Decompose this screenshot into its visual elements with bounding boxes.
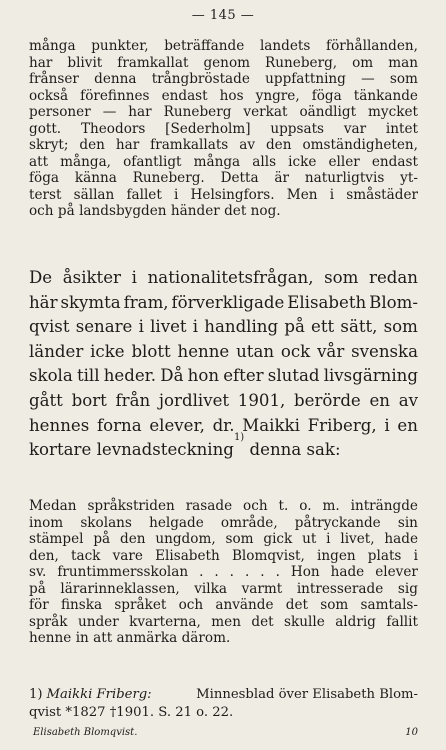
word: som [320,597,349,613]
word: endast [161,87,208,104]
word: lärarinneklassen, [60,580,180,597]
word: svenska [351,341,418,361]
word: som [225,531,254,547]
text-line [29,389,418,414]
footnote-line [29,704,418,722]
word: landets [259,38,311,54]
text-line [29,38,418,55]
word: gick [263,531,293,547]
word: på [284,317,305,337]
footnote-marker: 1) [29,687,43,702]
word: omständigheten, [302,137,418,153]
word: är [274,170,290,186]
word: känna [74,170,117,186]
word: av [239,137,256,153]
word: språket [114,597,167,613]
word: utan [236,341,275,361]
word: tänkande [353,87,418,104]
word: Hon [290,564,320,580]
word: fruntimmersskolan [57,564,189,580]
word: ut [302,531,317,547]
word: många [193,153,241,170]
word: icke [90,341,125,361]
word: den [265,137,292,153]
word: har [128,104,152,120]
word: Medan [29,498,77,514]
word: den [120,531,146,547]
word: föga [29,170,60,186]
word: för [29,597,49,613]
text-line [29,630,418,647]
word: vår [317,341,345,361]
text-line [29,88,418,105]
word: . [199,564,204,580]
word: länder [29,341,84,361]
word: slutad [267,366,320,386]
word: hade [384,531,418,547]
word: henne [177,341,230,361]
word: som [324,268,359,287]
word: var [343,120,367,137]
word: skolans [80,514,132,531]
word: jordlivet [158,390,230,410]
word: i [384,415,390,435]
word: bort [71,390,107,410]
word: i [131,268,137,287]
text-line [29,581,418,598]
footnote-text: Minnesblad över Elisabeth Blom- [196,687,418,702]
word: språkstriden [87,498,175,514]
paragraph-main [29,266,418,463]
text-line [29,315,418,340]
footnote-line [29,686,418,704]
word: Runeberg. [132,170,205,186]
word: det [285,597,308,613]
word: att [29,153,49,170]
word: gått [29,390,63,410]
word: dr. [212,415,235,435]
word: det [251,613,274,630]
word: om [352,54,374,71]
word: denna [94,71,137,87]
word: föga [311,87,342,104]
word: i [192,317,199,337]
footnote-marker: 1) [233,432,245,444]
word: henne [29,630,72,646]
word: förefinnes [80,87,150,104]
word: [Sederholm] [165,120,251,137]
word: De [29,268,53,287]
text-line [29,104,418,121]
word: använde [215,597,274,613]
word: som [383,317,418,337]
word: hennes [29,415,90,435]
word: vare [112,547,143,564]
word: skryt; [29,137,69,153]
word: därom. [181,630,231,646]
word: sin [397,514,418,531]
word: på [93,531,111,547]
word: skulle [284,613,325,630]
word: förverkligade [171,292,285,312]
word: ungdom, [155,531,216,547]
word: samtals- [360,597,418,613]
word: från [115,390,151,410]
footnote [29,686,418,722]
word: elever [375,564,418,580]
word: många [29,38,76,54]
word: Detta [220,170,259,186]
word: punkter, [91,38,149,54]
word: intresserade [296,580,384,597]
word: in [75,630,89,646]
word: handling [204,317,279,337]
text-segment: kortare levnadsteckning [29,440,234,460]
text-segment: denna sak: [249,440,341,460]
word: under [77,613,119,630]
word: naturligtvis [304,170,385,186]
word: t. [278,498,289,514]
word: helgade [149,514,204,531]
word: anmärka [116,630,178,646]
word: redan [369,268,418,287]
word: finska [60,597,103,613]
word: verkat [243,104,288,120]
word: — [361,71,375,87]
footer-sheet-number: 10 [405,727,418,738]
word: i [329,186,335,203]
text-line [29,531,418,548]
word: Men [286,186,318,203]
word: beträffande [164,38,245,54]
text-line [29,432,418,463]
text-line [29,498,418,515]
word: fallet [126,186,162,203]
text-line [29,121,418,138]
word: yngre, [255,87,300,104]
word: och [178,597,204,613]
word: i [413,547,418,564]
word: efter [223,366,264,386]
word: nog. [250,203,281,219]
word: har [115,137,140,153]
word: här [29,292,58,312]
text-line [29,187,418,204]
word: inträngde [350,498,418,514]
text-line [29,597,418,614]
word: ofantligt [123,153,182,170]
word: livet, [340,531,375,547]
text-line [29,364,418,389]
word: aldrig [335,613,376,630]
word: sig [397,580,418,597]
word: område, [220,514,278,531]
word: påtryckande [294,514,381,531]
word: . [214,564,219,580]
word: uppsats [270,120,325,137]
word: Elisabeth [287,292,367,312]
word: förhållanden, [326,38,418,54]
word: heder. [103,366,157,386]
word: händer [170,203,220,219]
text-line [29,71,418,88]
word: berörde [294,390,361,410]
text-line [29,55,418,72]
word: hon [187,366,220,386]
word: språk [29,613,68,630]
word: icke [288,153,317,170]
word: och [243,498,268,514]
quotation-block [29,498,418,647]
word: som [389,71,418,87]
word: livsgärning [323,366,418,386]
word: sv. [29,564,47,580]
word: blivit [67,54,103,71]
word: på [29,580,46,597]
word: o. [299,498,312,514]
word: alls [252,153,277,170]
word: senare [75,317,133,337]
word: framkallats [150,137,229,153]
footnote-author: Maikki Friberg: [46,687,152,702]
word: ock [280,341,311,361]
text-line [29,515,418,532]
word: i [326,531,331,547]
word: Runeberg, [265,54,338,71]
word: elever, [149,415,205,435]
footnote-text: qvist *1827 †1901. S. 21 o. 22. [29,705,234,720]
word: personer [29,104,91,120]
word: rasade [185,498,233,514]
word: stämpel [29,531,84,547]
word: hade [330,564,365,580]
text-line [29,340,418,365]
word: intet [385,120,418,137]
footnote-lead [29,686,152,704]
word: Maikki [242,415,300,435]
word: frånser [29,71,79,87]
word: i [174,186,179,203]
word: hos [219,87,244,104]
word: åsikter [62,268,121,287]
word: blott [131,341,171,361]
word: oändligt [299,104,357,120]
text-line [29,154,418,171]
word: skymta [60,292,121,312]
text-line [29,414,418,439]
word: en [397,415,418,435]
word: plats [367,547,402,564]
paragraph-continued [29,38,418,220]
word: Runeberg [163,104,232,120]
word: 1901, [237,390,286,410]
text-line [29,137,418,154]
word: man [388,54,418,71]
word: uppfattning [265,71,346,87]
word: småstäder [346,186,418,203]
word: yt- [400,170,418,186]
word: varmt [241,580,283,597]
word: många, [60,153,112,170]
word: men [211,613,241,630]
word: har [29,54,53,71]
word: framkallat [117,54,189,71]
word: . [275,564,280,580]
word: och [29,203,54,219]
word: gott. [29,120,62,137]
word: Elisabeth [155,547,220,564]
text-line [29,170,418,187]
word: Blom- [369,292,418,312]
word: i [138,317,144,337]
word: . [260,564,265,580]
word: m. [322,498,340,514]
word: till [76,366,100,386]
word: tack [71,547,101,564]
word: livet [150,317,187,337]
word: Theodors [80,120,146,137]
word: . [244,564,250,580]
word: den [79,137,105,153]
word: ingen [317,547,356,564]
word: det [224,203,247,219]
word: endast [371,153,418,170]
word: kvarterna, [129,613,201,630]
word: . [229,564,234,580]
word: att [93,630,113,646]
page-footer [33,727,418,738]
word: landsbygden [79,203,167,219]
word: trångbröstade [151,71,250,87]
word: nationalitetsfrågan, [147,268,314,287]
text-line [29,564,418,581]
word: sällan [73,186,115,203]
page-number: — 145 — [191,8,255,23]
word: — [102,104,117,120]
footer-title: Elisabeth Blomqvist. [33,727,138,738]
word: av [398,390,418,410]
word: Då [160,366,184,386]
text-line [29,614,418,631]
word: qvist [29,317,70,337]
word: inom [29,514,64,531]
word: Blomqvist, [231,547,305,564]
word: skola [29,366,73,386]
word: genom [203,54,251,71]
word: forna [96,415,142,435]
word: på [57,203,75,219]
word: sätt, [340,317,378,337]
text-line [29,548,418,565]
word: terst [29,186,62,203]
word: Friberg, [307,415,377,435]
word: Helsingfors. [190,186,275,203]
text-line [29,203,418,220]
word: också [29,87,69,104]
word: vilka [194,580,227,597]
word: en [369,390,390,410]
word: mycket [368,104,418,120]
word: eller [328,153,360,170]
text-line [29,291,418,316]
word: ett [311,317,335,337]
word: fallit [386,613,418,630]
word: fram, [123,292,169,312]
word: den, [29,547,59,564]
text-line [29,266,418,291]
